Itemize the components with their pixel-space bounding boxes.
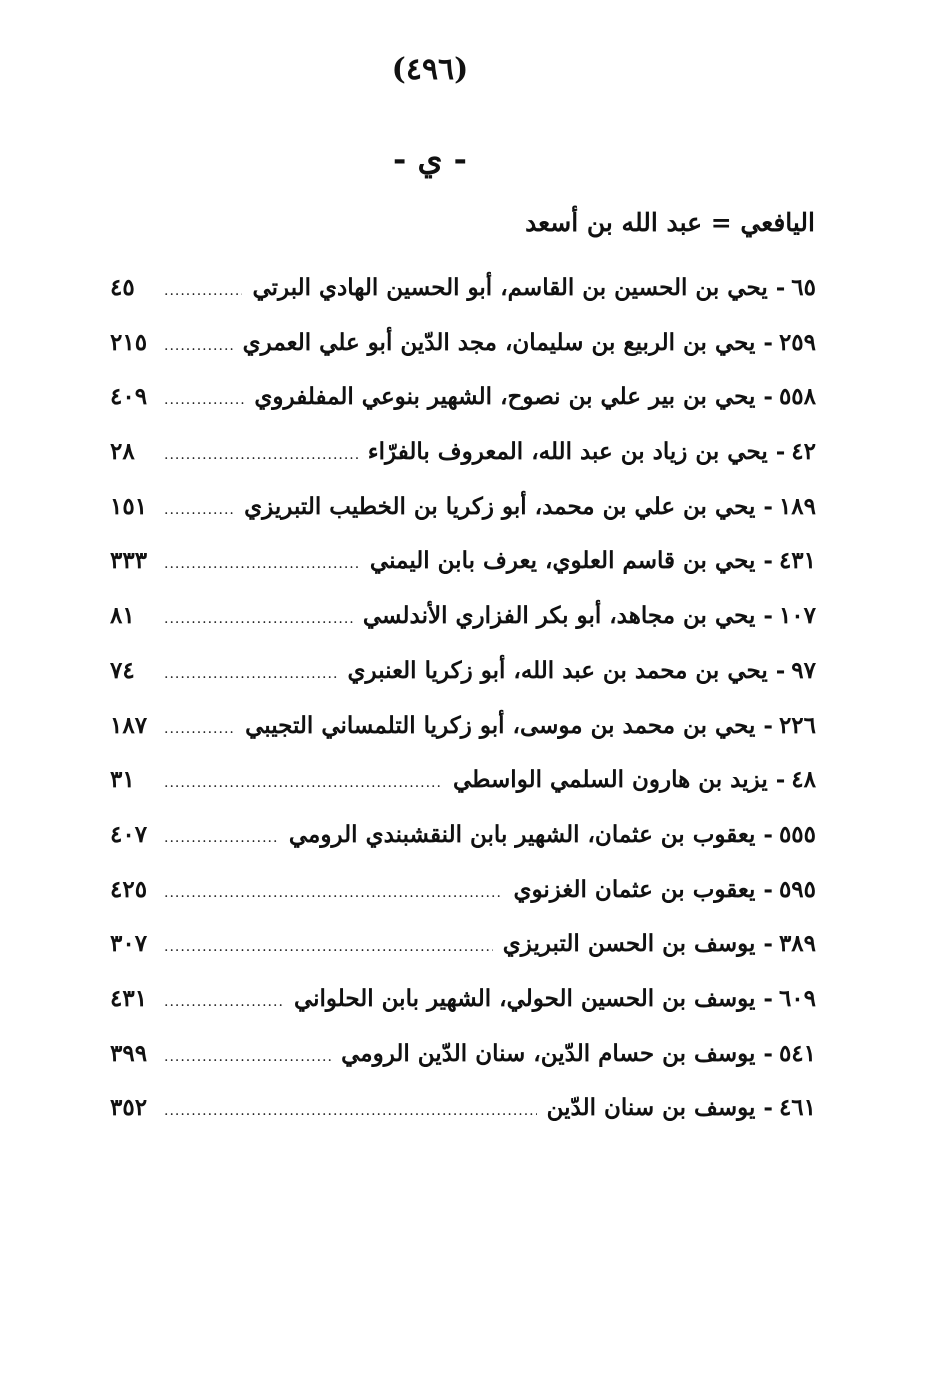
leader-dots — [164, 721, 235, 737]
index-entry: ٥٤١ - يوسف بن حسام الدّين، سنان الدّين الرومي ..... ٣٩٩ — [110, 1040, 816, 1095]
entry-number: ١٠٧ — [778, 602, 816, 630]
leader-dots — [164, 392, 244, 408]
index-entry: ٥٥٥ - يعقوب بن عثمان، الشهير بابن النقشبندي الرومي ..... ٤٠٧ — [110, 821, 816, 876]
leader-dots — [164, 338, 233, 354]
entry-number: ٤٨ — [791, 766, 816, 794]
leader-dots — [164, 939, 493, 955]
index-entry: ٣٨٩ - يوسف بن الحسن التبريزي ..... ٣٠٧ — [110, 930, 816, 985]
entry-number: ٢٥٩ — [778, 328, 816, 356]
index-entry: ١٠٧ - يحي بن مجاهد، أبو بكر الفزاري الأندلسي ..... ٨١ — [110, 602, 816, 657]
entry-page: ٤٥ — [110, 274, 135, 301]
entry-name: يحي بن بير علي بن نصوح، الشهير بنوعي المفلفروي — [254, 383, 756, 411]
entry-number: ١٨٩ — [778, 492, 816, 520]
index-entry: ٦٥ - يحي بن الحسين بن القاسم، أبو الحسين الهادي البرتي ..... ٤٥ — [110, 274, 816, 329]
leader-dots — [164, 502, 234, 518]
entry-number: ٩٧ — [791, 656, 816, 684]
entry-name: يزيد بن هارون السلمي الواسطي — [453, 766, 768, 794]
entry-number: ٥٥٨ — [778, 383, 816, 411]
index-entry: ٥٥٨ - يحي بن بير علي بن نصوح، الشهير بنوعي المفلفروي ..... ٤٠٩ — [110, 383, 816, 438]
entry-page: ٤٢٥ — [110, 875, 148, 903]
entry-number: ٥٥٥ — [778, 820, 816, 848]
page-number: (٤٩٦) — [391, 52, 469, 87]
leader-dots — [164, 885, 503, 901]
entry-number: ٤٦١ — [778, 1094, 816, 1122]
entry-number: ٤٣١ — [778, 547, 816, 575]
index-entry: ٤٣١ - يحي بن قاسم العلوي، يعرف بابن اليمني ..... ٣٣٣ — [110, 547, 816, 602]
entry-page: ١٨٧ — [110, 711, 148, 739]
entry-page: ٤٣١ — [110, 984, 148, 1012]
entry-name: يوسف بن حسام الدّين، سنان الدّين الرومي — [341, 1039, 756, 1067]
leader-dots — [164, 1103, 537, 1119]
section-letter-heading: - ي - — [393, 140, 467, 178]
index-entry: ٦٠٩ - يوسف بن الحسين الحولي، الشهير بابن الحلواني ..... ٤٣١ — [110, 985, 816, 1040]
index-entry: ٤٦١ - يوسف بن سنان الدّين ..... ٣٥٢ — [110, 1094, 816, 1149]
entry-number: ٣٨٩ — [778, 930, 816, 958]
index-entry: ٥٩٥ - يعقوب بن عثمان الغزنوي ..... ٤٢٥ — [110, 876, 816, 931]
entry-page: ١٥١ — [110, 492, 148, 520]
entry-name: يحي بن مجاهد، أبو بكر الفزاري الأندلسي — [362, 602, 756, 630]
entry-number: ٤٢ — [791, 438, 816, 466]
leader-dots — [164, 775, 443, 791]
entry-page: ٤٠٩ — [110, 383, 148, 411]
entry-page: ٤٠٧ — [110, 820, 148, 848]
entry-name: يعقوب بن عثمان الغزنوي — [513, 875, 756, 903]
index-entry: ١٨٩ - يحي بن علي بن محمد، أبو زكريا بن الخطيب التبريزي ..... ١٥١ — [110, 493, 816, 548]
index-entry: ٩٧ - يحي بن محمد بن عبد الله، أبو زكريا العنبري ..... ٧٤ — [110, 657, 816, 712]
entry-number: ٦٠٩ — [778, 984, 816, 1012]
index-entry: ٢٢٦ - يحي بن محمد بن موسى، أبو زكريا التلمساني التجيبي ..... ١٨٧ — [110, 712, 816, 767]
entry-name: يحي بن قاسم العلوي، يعرف بابن اليمني — [369, 547, 756, 575]
index-entry: ٤٨ - يزيد بن هارون السلمي الواسطي ..... ٣١ — [110, 766, 816, 821]
entry-page: ٢١٥ — [110, 328, 148, 356]
entry-number: ٢٢٦ — [778, 711, 816, 739]
entry-number: ٦٥ — [791, 274, 816, 301]
entry-page: ٧٤ — [110, 656, 135, 684]
cross-reference: اليافعي = عبد الله بن أسعد — [525, 208, 815, 237]
index-entry: ٢٥٩ - يحي بن الربيع بن سليمان، مجد الدّين أبو علي العمري ..... ٢١٥ — [110, 329, 816, 384]
index-entry: ٤٢ - يحي بن زياد بن عبد الله، المعروف بالفرّاء ..... ٢٨ — [110, 438, 816, 493]
entry-name: يوسف بن الحسن التبريزي — [502, 930, 756, 958]
entry-page: ٣٣٣ — [110, 547, 148, 575]
entry-number: ٥٩٥ — [778, 875, 816, 903]
leader-dots — [164, 283, 242, 299]
entry-name: يحي بن محمد بن عبد الله، أبو زكريا العنبري — [347, 656, 768, 684]
entry-page: ٣٠٧ — [110, 930, 148, 958]
leader-dots — [164, 556, 360, 572]
entry-page: ٢٨ — [110, 438, 135, 466]
entry-name: يعقوب بن عثمان، الشهير بابن النقشبندي الرومي — [288, 820, 756, 848]
leader-dots — [164, 611, 353, 627]
entry-name: يحي بن زياد بن عبد الله، المعروف بالفرّاء — [367, 438, 768, 466]
entry-name: يحي بن الحسين بن القاسم، أبو الحسين الهادي البرتي — [252, 274, 768, 301]
entry-name: يوسف بن سنان الدّين — [546, 1094, 756, 1122]
entry-number: ٥٤١ — [778, 1039, 816, 1067]
entry-name: يوسف بن الحسين الحولي، الشهير بابن الحلواني — [293, 984, 756, 1012]
index-entries — [110, 274, 816, 1149]
entry-name: يحي بن الربيع بن سليمان، مجد الدّين أبو علي العمري — [242, 328, 756, 356]
entry-name: يحي بن محمد بن موسى، أبو زكريا التلمساني التجيبي — [245, 711, 756, 739]
leader-dots — [164, 447, 358, 463]
entry-page: ٣٥٢ — [110, 1094, 148, 1122]
entry-page: ٨١ — [110, 602, 135, 630]
leader-dots — [164, 994, 284, 1010]
entry-name: يحي بن علي بن محمد، أبو زكريا بن الخطيب التبريزي — [244, 492, 756, 520]
leader-dots — [164, 1049, 331, 1065]
entry-page: ٣١ — [110, 766, 135, 794]
leader-dots — [164, 830, 279, 846]
leader-dots — [164, 666, 338, 682]
entry-page: ٣٩٩ — [110, 1039, 148, 1067]
